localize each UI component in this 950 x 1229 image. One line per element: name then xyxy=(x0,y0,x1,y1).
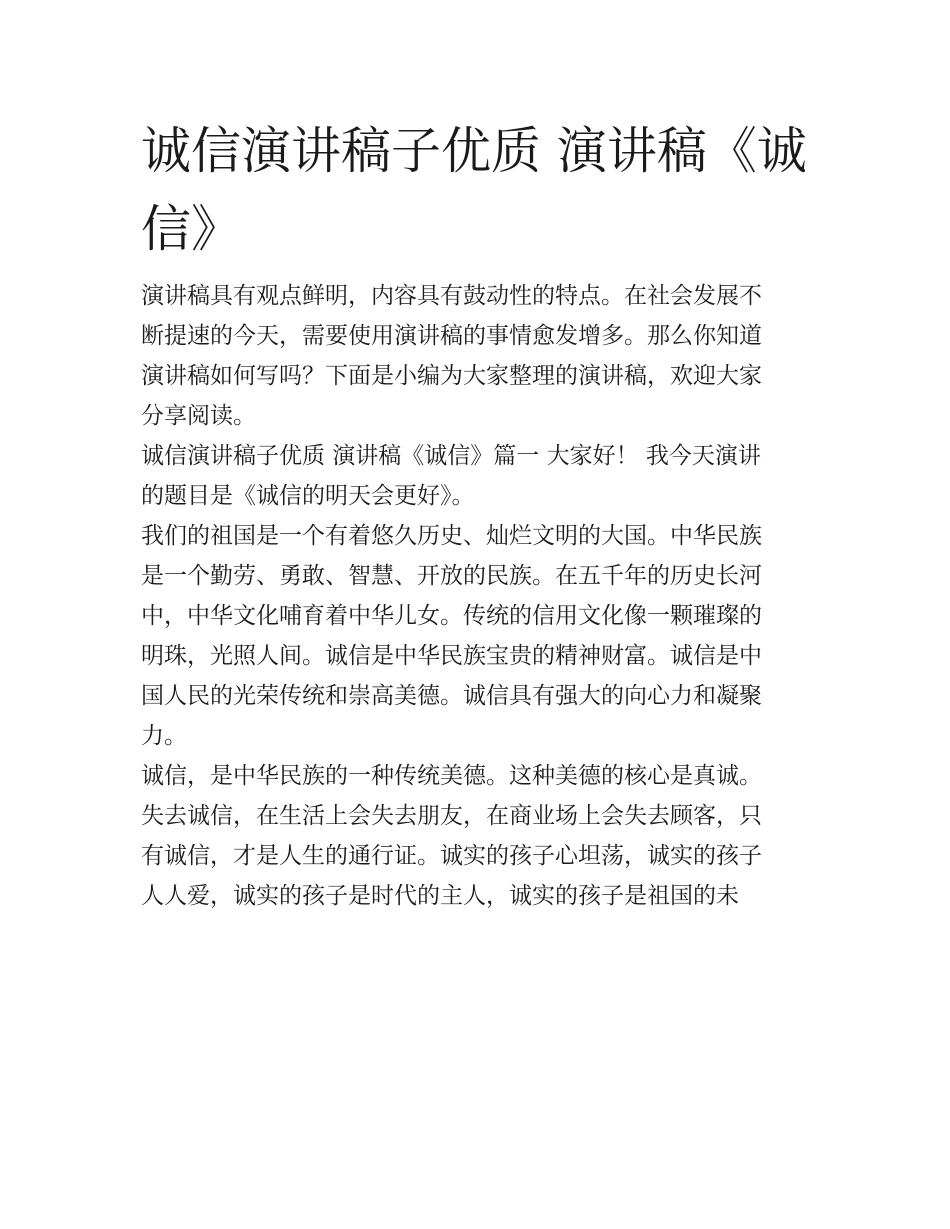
paragraph-section-heading xyxy=(141,436,813,516)
text-line: 人人爱，诚实的孩子是时代的主人，诚实的孩子是祖国的未 xyxy=(141,883,739,909)
text-line: 国人民的光荣传统和崇高美德。诚信具有强大的向心力和凝聚 xyxy=(141,683,762,709)
title-line-2: 信》 xyxy=(141,200,241,258)
text-line: 有诚信，才是人生的通行证。诚实的孩子心坦荡，诚实的孩子 xyxy=(141,843,762,869)
text-line: 断提速的今天，需要使用演讲稿的事情愈发增多。那么你知道 xyxy=(141,323,762,349)
text-line: 演讲稿如何写吗？下面是小编为大家整理的演讲稿，欢迎大家 xyxy=(141,363,762,389)
paragraph-intro xyxy=(141,276,813,436)
text-line: 诚信演讲稿子优质 演讲稿《诚信》篇一 大家好！ 我今天演讲 xyxy=(141,443,761,469)
paragraph-integrity xyxy=(141,756,813,916)
document-page xyxy=(141,112,813,916)
text-line: 失去诚信，在生活上会失去朋友，在商业场上会失去顾客，只 xyxy=(141,803,762,829)
text-line: 诚信，是中华民族的一种传统美德。这种美德的核心是真诚。 xyxy=(141,763,762,789)
text-line: 我们的祖国是一个有着悠久历史、灿烂文明的大国。中华民族 xyxy=(141,523,762,549)
paragraph-motherland xyxy=(141,516,813,756)
text-line: 明珠，光照人间。诚信是中华民族宝贵的精神财富。诚信是中 xyxy=(141,643,762,669)
text-line: 演讲稿具有观点鲜明，内容具有鼓动性的特点。在社会发展不 xyxy=(141,283,762,309)
text-line: 的题目是《诚信的明天会更好》。 xyxy=(141,483,475,509)
text-line: 力。 xyxy=(141,723,187,749)
text-line: 中，中华文化哺育着中华儿女。传统的信用文化像一颗璀璨的 xyxy=(141,603,762,629)
title-line-1: 诚信演讲稿子优质 演讲稿《诚 xyxy=(141,122,807,180)
document-title xyxy=(141,112,813,268)
text-line: 是一个勤劳、勇敢、智慧、开放的民族。在五千年的历史长河 xyxy=(141,563,762,589)
text-line: 分享阅读。 xyxy=(141,403,256,429)
